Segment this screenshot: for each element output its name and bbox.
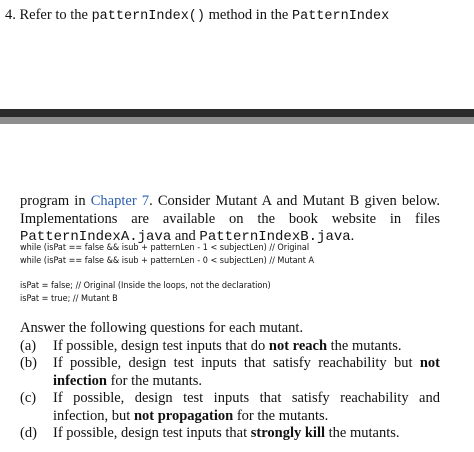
questions-intro: Answer the following questions for each mutant.	[20, 320, 304, 336]
question-label: (d)	[20, 425, 37, 441]
file-a: PatternIndexA.java	[20, 229, 172, 245]
chapter-link[interactable]: Chapter 7	[90, 193, 150, 209]
question-item-a	[20, 338, 440, 356]
question-text-after: for the mutants.	[106, 372, 203, 389]
question-item-b	[20, 355, 440, 390]
body-text-and: and	[174, 228, 196, 244]
body-text-start: program in	[20, 193, 86, 209]
question-list	[20, 320, 440, 443]
question-text-before: If possible, design test inputs that satisfy reachability and infection, but	[53, 390, 440, 424]
question-label: (c)	[20, 390, 37, 406]
question-keyword: not reach	[268, 337, 328, 354]
question-intro: Refer to the	[19, 7, 88, 23]
question-text-after: for the mutants.	[233, 407, 329, 424]
question-text-after: the mutants.	[325, 425, 400, 441]
question-label: (b)	[20, 355, 37, 371]
class-name: PatternIndex	[292, 9, 390, 24]
method-name: patternIndex()	[91, 9, 205, 24]
problem-description	[20, 193, 440, 247]
code-mutant-b: isPat = true; // Mutant B	[20, 294, 118, 304]
question-item-d	[20, 425, 440, 443]
code-original-loop: while (isPat == false && isub + patternLen - 1 < subjectLen) // Original	[20, 243, 310, 253]
question-text-before: If possible, design test inputs that satisfy reachability but	[53, 355, 420, 371]
page-divider-dark	[0, 109, 474, 117]
file-b: PatternIndexB.java	[199, 229, 351, 245]
question-text	[53, 355, 440, 390]
question-header	[5, 5, 470, 27]
code-original-decl: isPat = false; // Original (Inside the loops, not the declaration)	[20, 281, 271, 291]
question-keyword: not propagation	[133, 407, 234, 424]
question-item-c	[20, 390, 440, 425]
body-text-middle: . Consider Mutant A and Mutant B given below. Implementations are available on the book website in files	[20, 193, 440, 227]
question-intro-cont: method in the	[208, 7, 289, 23]
question-label: (a)	[20, 337, 37, 354]
page-divider-light	[0, 117, 474, 124]
body-text-end: .	[350, 228, 355, 244]
question-text-before: If possible, design test inputs that	[53, 425, 251, 441]
code-block-loop	[20, 242, 460, 268]
question-keyword: strongly kill	[250, 425, 326, 441]
question-text	[53, 425, 440, 443]
question-text	[53, 390, 440, 425]
question-text-after: the mutants.	[327, 337, 402, 354]
question-keyword: not infection	[53, 355, 440, 389]
question-text	[53, 338, 440, 356]
code-mutant-a: while (isPat == false && isub + patternLen - 0 < subjectLen) // Mutant A	[20, 256, 315, 266]
code-block-decl	[20, 280, 460, 306]
question-number: 4.	[5, 7, 16, 23]
question-text-before: If possible, design test inputs that do	[53, 337, 269, 354]
